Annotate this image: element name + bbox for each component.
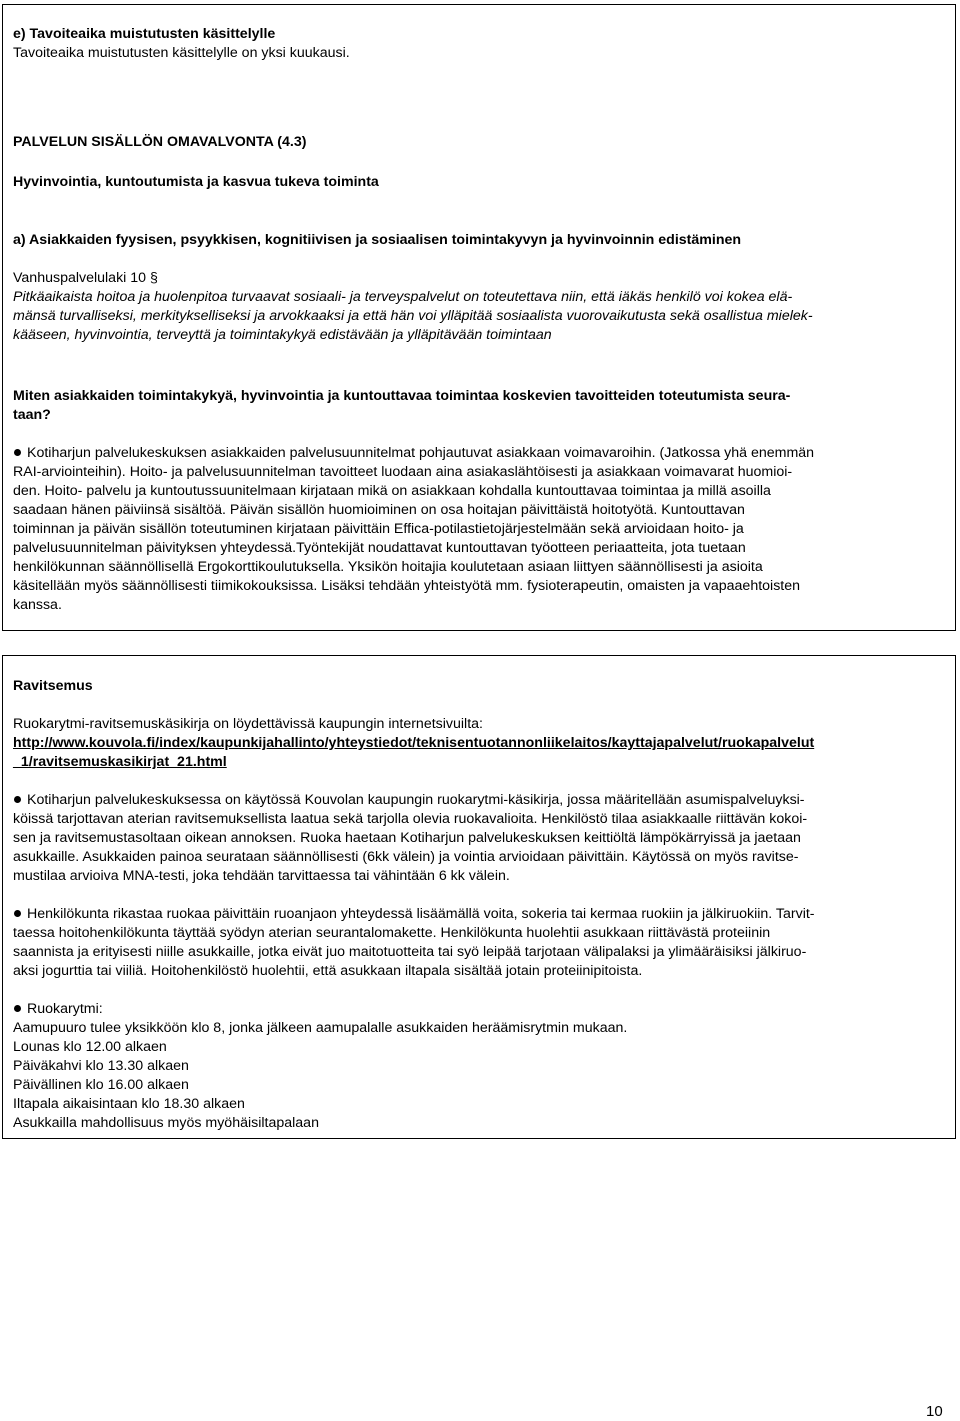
answer-line: Kotiharjun palvelukeskuksen asiakkaiden palvelusuunnitelmat pohjautuvat asiakkaan voimavaroihin. (Jatkossa yhä enemmän	[13, 444, 947, 463]
paragraph-line: sen ja ravitsemustasoltaan oikean annoksen. Ruoka haetaan Kotiharjun palvelukeskuksen keittiöltä lämpökärryissä ja jaetaan	[13, 830, 801, 846]
paragraph-line: köissä tarjottavan aterian ravitsemuksellista laatua sekä tarjolla olevia ruokavalioita. Henkilöstö tilaa asiakkaalle riittävän kokoi-	[13, 811, 808, 827]
paragraph-line: taessa hoitohenkilökunta täyttää syödyn aterian seurantalomakette. Henkilökunta huolehtii asukkaan riittävästä proteiinin	[13, 925, 771, 941]
meal-rhythm-line: Päiväkahvi klo 13.30 alkaen	[13, 1058, 189, 1074]
law-text-line: mänsä turvalliseksi, merkitykselliseksi ja arvokkaaksi ja että hän voi ylläpitää sosiaalista vuorovaikutusta sekä osallistua mielek-	[13, 308, 813, 324]
item-a-heading: a) Asiakkaiden fyysisen, psyykkisen, kognitiivisen ja sosiaalisen toimintakyvyn ja hyvinvoinnin edistäminen	[13, 232, 742, 248]
law-text-line: kääseen, hyvinvointia, terveyttä ja toimintakykyä edistävään ja ylläpitävään toimintaan	[13, 327, 552, 343]
paragraph-line: aksi jogurttia tai viiliä. Hoitohenkilöstö huolehtii, että asukkaan iltapala sisältää jotain proteiinipitoista.	[13, 963, 643, 979]
nutrition-paragraph-2	[13, 905, 947, 981]
bullet-icon	[14, 910, 21, 917]
nutrition-paragraph-1	[13, 791, 947, 886]
bullet-icon	[14, 796, 21, 803]
answer-line: saadaan hänen päiviinsä sisältöä. Päivän sisällön huomioiminen on osa hoitajan päivittäistä hoitotyötä. Kuntouttavan	[13, 502, 745, 518]
section-e	[13, 25, 947, 63]
answer-line: kanssa.	[13, 597, 62, 613]
answer-line: RAI-arviointeihin). Hoito- ja palvelusuunnitelman tavoitteet luodaan aina asiakaslähtöisesti ja asiakkaan voimavarat huomioi-	[13, 464, 793, 480]
meal-rhythm-line: Lounas klo 12.00 alkaen	[13, 1039, 167, 1055]
answer	[13, 444, 947, 615]
omavalvonta-section-box	[2, 4, 956, 631]
meal-rhythm-label: Ruokarytmi:	[13, 1000, 947, 1019]
ravitsemus-section-box	[2, 655, 956, 1139]
bullet-icon	[14, 1005, 21, 1012]
section-subtitle: Hyvinvointia, kuntoutumista ja kasvua tukeva toiminta	[13, 174, 379, 190]
question-line: taan?	[13, 407, 51, 423]
law-block	[13, 269, 947, 345]
answer-line: käsitellään myös säännöllisesti tiimikokouksissa. Lisäksi tehdään yhteistyötä mm. fysioterapeutin, omaisten ja vapaaehtoisten	[13, 578, 801, 594]
law-reference: Vanhuspalvelulaki 10 §	[13, 270, 158, 286]
handbook-link[interactable]: _1/ravitsemuskasikirjat_21.html	[13, 754, 227, 770]
section-sign-icon: §	[150, 270, 158, 286]
answer-line: toiminnan ja päivän sisällön toteutuminen kirjataan päivittäin Effica-potilastietojärjestelmään sekä arvioidaan hoito- ja	[13, 521, 744, 537]
answer-line: palvelusuunnitelman päivityksen yhteydessä.Työntekijät noudattavat kuntouttavan työotteen periaatteita, jota tuetaan	[13, 540, 746, 556]
meal-rhythm-line: Iltapala aikaisintaan klo 18.30 alkaen	[13, 1096, 245, 1112]
intro-text: Ruokarytmi-ravitsemuskäsikirja on löydettävissä kaupungin internetsivuilta:	[13, 716, 483, 732]
paragraph-line: Kotiharjun palvelukeskuksessa on käytössä Kouvolan kaupungin ruokarytmi-käsikirja, jossa määritellään asumispalveluyksi-	[13, 791, 947, 810]
answer-line: henkilökunnan säännöllisellä Ergokorttikoulutuksella. Yksikön hoitajia koulutetaan asiaan liittyen säännöllisesti ja asioita	[13, 559, 763, 575]
section-e-text: Tavoiteaika muistutusten käsittelylle on yksi kuukausi.	[13, 45, 350, 61]
answer-line: den. Hoito- palvelu ja kuntoutussuunitelmaan kirjataan mikä on asiakkaan kohdalla kuntouttavaa toimintaa ja millä asoilla	[13, 483, 771, 499]
section-e-heading: e) Tavoiteaika muistutusten käsittelylle	[13, 26, 276, 42]
meal-rhythm	[13, 1000, 947, 1133]
paragraph-line: asukkaille. Asukkaiden painoa seurataan säännöllisesti (6kk välein) ja vointia arvioidaan päivittäin. Käytössä on myös ravitse-	[13, 849, 799, 865]
section-title: PALVELUN SISÄLLÖN OMAVALVONTA (4.3)	[13, 134, 307, 150]
handbook-link[interactable]: http://www.kouvola.fi/index/kaupunkijahallinto/yhteystiedot/teknisentuotannonliikelaitos/kayttajapalvelut/ruokapalvelut	[13, 735, 815, 751]
paragraph-line: Henkilökunta rikastaa ruokaa päivittäin ruoanjaon yhteydessä lisäämällä voita, sokeria tai kermaa ruokiin ja jälkiruokiin. Tarvit-	[13, 905, 947, 924]
question	[13, 387, 947, 425]
law-text-line: Pitkäaikaista hoitoa ja huolenpitoa turvaavat sosiaali- ja terveyspalvelut on toteutettava niin, että iäkäs henkilö voi kokea elä-	[13, 289, 793, 305]
bullet-icon	[14, 449, 21, 456]
nutrition-heading: Ravitsemus	[13, 678, 93, 694]
meal-rhythm-line: Päivällinen klo 16.00 alkaen	[13, 1077, 189, 1093]
paragraph-line: mustilaa arvioiva MNA-testi, joka tehdään tarvittaessa tai vähintään 6 kk välein.	[13, 868, 510, 884]
meal-rhythm-line: Aamupuuro tulee yksikköön klo 8, jonka jälkeen aamupalalle asukkaiden heräämisrytmin mukaan.	[13, 1020, 628, 1036]
paragraph-line: saannista ja erityisesti niille asukkaille, jotka eivät juo maitotuotteita tai syö leipää tarjotaan välipalaksi ja ylimääräisiksi jälkiruo-	[13, 944, 807, 960]
question-line: Miten asiakkaiden toimintakykyä, hyvinvointia ja kuntouttavaa toimintaa koskevien tavoitteiden toteutumista seura-	[13, 388, 791, 404]
nutrition-intro	[13, 715, 947, 772]
meal-rhythm-line: Asukkailla mahdollisuus myös myöhäisiltapalaan	[13, 1115, 319, 1131]
page-number: 10	[926, 1403, 943, 1420]
